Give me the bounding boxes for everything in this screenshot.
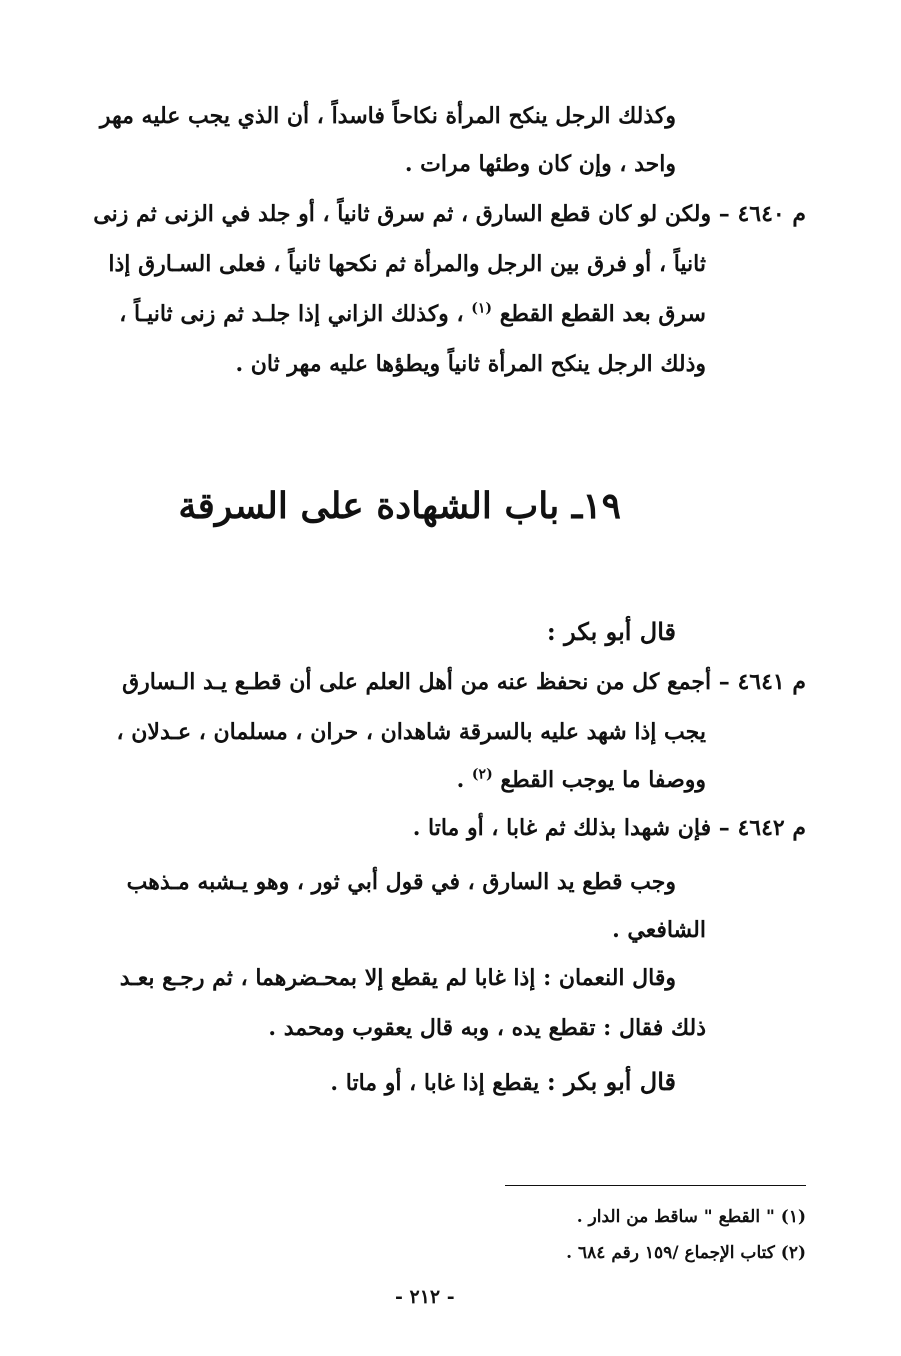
entry-number: م ٤٦٤٠ – xyxy=(718,201,806,227)
final-statement xyxy=(330,1066,676,1099)
speaker-heading: قال أبو بكر : xyxy=(546,617,676,646)
para-prev-line2: واحد ، وإن كان وطئها مرات . xyxy=(404,151,676,177)
para-thawr-line2: الشافعي . xyxy=(612,917,706,943)
footnote-ref: (١) xyxy=(471,300,493,317)
footnote-ref: (٢) xyxy=(471,766,493,783)
entry-text: أجمع كل من نحفظ عنه من أهل العلم على أن قطـع يـد الـسارق xyxy=(122,669,712,695)
entry-text: ، وكذلك الزاني إذا جلـد ثم زنى ثانيـاً ، xyxy=(119,301,464,327)
entry-text: فإن شهدا بذلك ثم غابا ، أو ماتا . xyxy=(412,815,712,841)
entry-text: ووصفا ما يوجب القطع xyxy=(500,767,706,793)
chapter-heading: ١٩ـ باب الشهادة على السرقة xyxy=(178,485,621,527)
footnote-number: (١) xyxy=(780,1207,806,1227)
page-number: - ٢١٢ - xyxy=(395,1286,455,1308)
entry-4640-first-line xyxy=(93,198,806,230)
para-numan-line1: وقال النعمان : إذا غابا لم يقطع إلا بمحـضرهما ، ثم رجـع بعـد xyxy=(119,965,676,991)
speaker-label: قال أبو بكر : xyxy=(546,1067,676,1096)
entry-4640-line4: وذلك الرجل ينكح المرأة ثانياً ويطؤها عليه مهر ثان . xyxy=(235,351,706,377)
footnote-text: كتاب الإجماع /١٥٩ رقم ٦٨٤ . xyxy=(566,1243,775,1263)
entry-text: . xyxy=(456,767,465,793)
footnote-2 xyxy=(566,1241,806,1265)
entry-number: م ٤٦٤٢ – xyxy=(718,815,806,841)
entry-4641-line3 xyxy=(457,764,706,796)
entry-4640-line2: ثانياً ، أو فرق بين الرجل والمرأة ثم نكحها ثانياً ، فعلى السـارق إذا xyxy=(108,251,706,277)
entry-text: ولكن لو كان قطع السارق ، ثم سرق ثانياً ، أو جلد في الزنى ثم زنى xyxy=(93,201,712,227)
footnote-1 xyxy=(577,1205,806,1229)
entry-4641-line2: يجب إذا شهد عليه بالسرقة شاهدان ، حران ، مسلمان ، عـدلان ، xyxy=(116,719,706,745)
entry-4642-line xyxy=(413,812,806,844)
footnote-separator xyxy=(505,1185,806,1186)
final-text: يقطع إذا غابا ، أو ماتا . xyxy=(330,1070,540,1096)
entry-4640-line3 xyxy=(119,298,706,330)
entry-text: سرق بعد القطع القطع xyxy=(499,301,706,327)
entry-4641-first-line xyxy=(122,666,806,698)
para-numan-line2: ذلك فقال : تقطع يده ، وبه قال يعقوب ومحمد . xyxy=(268,1015,706,1041)
footnote-text: " القطع " ساقط من الدار . xyxy=(576,1207,775,1227)
entry-number: م ٤٦٤١ – xyxy=(718,669,806,695)
footnote-number: (٢) xyxy=(780,1243,806,1263)
para-prev-line1: وكذلك الرجل ينكح المرأة نكاحاً فاسداً ، أن الذي يجب عليه مهر xyxy=(99,103,676,129)
para-thawr-line1: وجب قطع يد السارق ، في قول أبي ثور ، وهو يـشبه مـذهب xyxy=(126,869,676,895)
